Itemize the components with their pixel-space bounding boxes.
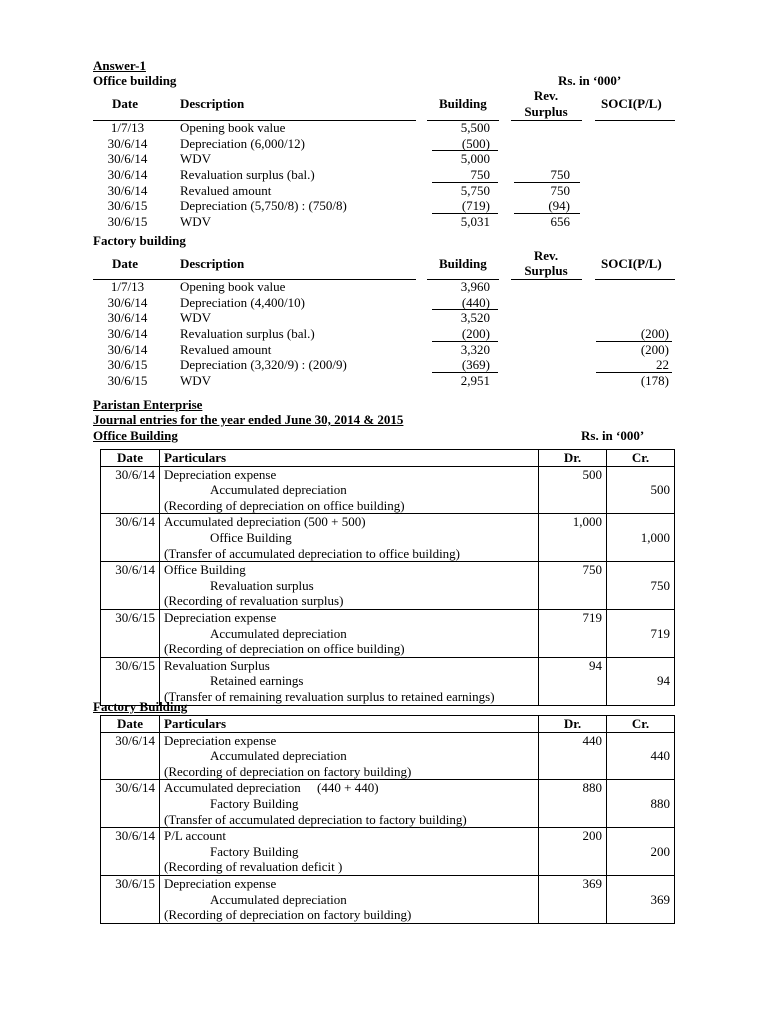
office-ledger: [92, 120, 682, 230]
ledger-description: Revalued amount: [180, 341, 272, 357]
ledger-rev-surplus: 656: [550, 214, 570, 230]
journal-debit-account: Accumulated depreciation (500 + 500): [164, 514, 366, 530]
journal-particulars: [160, 609, 539, 657]
ledger-row: [92, 295, 682, 311]
journal-cr-amount: 440: [650, 748, 670, 764]
ledger-building: 5,000: [460, 151, 490, 167]
journal-cr-amount: 500: [650, 482, 670, 498]
journal-narration: (Recording of depreciation on factory building): [164, 763, 412, 779]
journal-debit-account: Accumulated depreciation (440 + 440): [164, 780, 379, 796]
journal-entry-row: [101, 657, 675, 705]
journal-header-cr: Cr.: [607, 450, 675, 467]
ledger-header-description: Description: [180, 96, 245, 111]
ledger-building: (440): [461, 294, 490, 310]
ledger-soci: (178): [640, 373, 669, 389]
ledger-row: [92, 373, 682, 389]
ledger-header-soci: SOCI(P/L): [601, 96, 662, 111]
ledger-building: 3,520: [460, 310, 490, 326]
ledger-row: [92, 326, 682, 342]
office-journal-table: [100, 449, 675, 706]
ledger-description: Opening book value: [180, 279, 286, 294]
journal-debit-account: P/L account: [164, 828, 226, 844]
ledger-row: [92, 357, 682, 373]
journal-entry-row: [101, 562, 675, 610]
journal-date: 30/6/14: [101, 732, 160, 780]
journal-credit-account: Accumulated depreciation: [210, 891, 347, 907]
ledger-building: 2,951: [460, 373, 490, 389]
journal-dr-amount: 1,000: [572, 514, 602, 530]
ledger-row: [92, 151, 682, 167]
journal-dr-amount: 750: [582, 562, 602, 578]
journal-date: 30/6/15: [101, 609, 160, 657]
ledger-rev-surplus: 750: [550, 167, 570, 183]
journal-date: 30/6/14: [101, 562, 160, 610]
ledger-description: Revaluation surplus (bal.): [180, 326, 315, 342]
journal-credit-account: Accumulated depreciation: [210, 482, 347, 498]
journal-particulars: [160, 466, 539, 514]
ledger-date: 30/6/14: [107, 182, 148, 198]
journal-cr-amount: 200: [650, 843, 670, 859]
journal-entry-row: [101, 466, 675, 514]
journal-credit-account: Accumulated depreciation: [210, 625, 347, 641]
journal-narration: (Recording of depreciation on factory building): [164, 907, 412, 923]
journal-date: 30/6/15: [101, 875, 160, 923]
journal-entry-row: [101, 780, 675, 828]
ledger-row: [92, 167, 682, 183]
journal-particulars: [160, 657, 539, 705]
ledger-date: 30/6/15: [107, 214, 148, 230]
journal-narration: (Recording of depreciation on office building): [164, 497, 405, 513]
journal-dr-amount: 369: [582, 875, 602, 891]
ledger-description: Depreciation (5,750/8) : (750/8): [180, 198, 347, 214]
ledger-rev-surplus: (94): [548, 198, 570, 214]
ledger-building: 5,031: [460, 214, 490, 230]
ledger-building: (369): [461, 357, 490, 373]
journal-header-particulars: Particulars: [160, 450, 539, 467]
journal-particulars: [160, 875, 539, 923]
journal-entry-row: [101, 609, 675, 657]
factory-journal-header-date: Date: [101, 716, 160, 733]
ledger-description: Revaluation surplus (bal.): [180, 167, 315, 183]
ledger-date: 30/6/14: [107, 151, 148, 167]
journal-dr-amount: 94: [589, 657, 602, 673]
journal-credit-account: Accumulated depreciation: [210, 748, 347, 764]
ledger-row: [92, 279, 682, 295]
ledger-description: WDV: [180, 151, 212, 167]
journal-dr-amount: 719: [582, 609, 602, 625]
journal-header-dr: Dr.: [539, 450, 607, 467]
ledger-building: 5,750: [460, 182, 490, 198]
office-section-title: Office Building: [93, 428, 178, 443]
journal-narration: (Transfer of remaining revaluation surplus to retained earnings): [164, 688, 495, 704]
journal-cr-amount: 94: [657, 673, 670, 689]
ledger-date: 1/7/13: [110, 279, 145, 294]
ledger-soci: (200): [640, 326, 669, 342]
journal-cr-amount: 1,000: [640, 529, 670, 545]
journal-debit-account: Office Building: [164, 562, 246, 578]
ledger-soci: (200): [640, 341, 669, 357]
journal-debit-account: Revaluation Surplus: [164, 657, 270, 673]
factory-ledger-header-surplus: Surplus: [524, 263, 568, 278]
journal-dr-amount: 200: [582, 828, 602, 844]
ledger-date: 30/6/14: [107, 310, 148, 326]
ledger-header-date: Date: [112, 96, 138, 111]
journal-narration: (Recording of revaluation surplus): [164, 593, 344, 609]
ledger-building: (200): [461, 326, 490, 342]
ledger-description: Revalued amount: [180, 182, 272, 198]
ledger-description: WDV: [180, 373, 212, 389]
ledger-date: 30/6/15: [107, 357, 148, 373]
journal-cr-amount: 369: [650, 891, 670, 907]
journal-currency-note: Rs. in ‘000’: [581, 428, 645, 443]
journal-credit-account: Factory Building: [210, 843, 299, 859]
ledger-building: 3,320: [460, 341, 490, 357]
office-building-title: Office building: [93, 73, 177, 88]
journal-entry-row: [101, 875, 675, 923]
journal-header-date: Date: [101, 450, 160, 467]
journal-particulars: [160, 780, 539, 828]
journal-entry-row: [101, 514, 675, 562]
ledger-soci: 22: [656, 357, 669, 373]
ledger-header-building: Building: [439, 96, 487, 111]
journal-date: 30/6/15: [101, 657, 160, 705]
journal-debit-account: Depreciation expense: [164, 609, 277, 625]
journal-debit-account: Depreciation expense: [164, 732, 277, 748]
ledger-building: (500): [461, 135, 490, 151]
ledger-description: Opening book value: [180, 120, 286, 135]
journal-debit-account: Depreciation expense: [164, 466, 277, 482]
factory-ledger: [92, 279, 682, 389]
journal-credit-account: Factory Building: [210, 795, 299, 811]
journal-entry-row: [101, 732, 675, 780]
ledger-description: WDV: [180, 214, 212, 230]
journal-particulars: [160, 732, 539, 780]
ledger-row: [92, 342, 682, 358]
factory-building-title: Factory building: [93, 233, 186, 248]
company-name: Paristan Enterprise: [93, 397, 203, 412]
journal-cr-amount: 880: [650, 795, 670, 811]
ledger-row: [92, 120, 682, 136]
journal-cr-amount: 750: [650, 577, 670, 593]
answer-heading: Answer-1: [93, 58, 146, 73]
journal-dr-amount: 500: [582, 466, 602, 482]
ledger-header-surplus: Surplus: [524, 104, 568, 119]
ledger-building: (719): [461, 198, 490, 214]
journal-credit-account: Retained earnings: [210, 673, 304, 689]
journal-date: 30/6/14: [101, 466, 160, 514]
factory-journal-table: [100, 715, 675, 924]
factory-section-title: Factory Building: [93, 699, 188, 714]
journal-cr-amount: 719: [650, 625, 670, 641]
ledger-building: 750: [470, 167, 490, 183]
ledger-row: [92, 214, 682, 230]
factory-ledger-header-date: Date: [112, 256, 138, 271]
ledger-building: 5,500: [460, 120, 490, 135]
factory-ledger-header-building: Building: [439, 256, 487, 271]
journal-narration: (Transfer of accumulated depreciation to factory building): [164, 811, 467, 827]
journal-credit-account: Revaluation surplus: [210, 577, 314, 593]
journal-date: 30/6/14: [101, 828, 160, 876]
currency-note: Rs. in ‘000’: [558, 73, 622, 88]
factory-ledger-header-description: Description: [180, 256, 245, 271]
ledger-date: 30/6/15: [107, 373, 148, 389]
ledger-row: [92, 310, 682, 326]
ledger-building: 3,960: [460, 279, 490, 294]
ledger-row: [92, 183, 682, 199]
ledger-date: 30/6/14: [107, 326, 148, 342]
ledger-date: 30/6/14: [107, 167, 148, 183]
ledger-header-rev: Rev.: [533, 88, 559, 103]
ledger-description: WDV: [180, 310, 212, 326]
ledger-date: 30/6/14: [107, 294, 148, 310]
ledger-date: 30/6/14: [107, 341, 148, 357]
journal-entry-row: [101, 828, 675, 876]
journal-title: Journal entries for the year ended June 30, 2014 & 2015: [93, 412, 404, 427]
ledger-description: Depreciation (3,320/9) : (200/9): [180, 357, 347, 373]
ledger-description: Depreciation (6,000/12): [180, 135, 305, 151]
factory-journal-header-particulars: Particulars: [160, 716, 539, 733]
ledger-description: Depreciation (4,400/10): [180, 294, 305, 310]
ledger-date: 30/6/15: [107, 198, 148, 214]
journal-debit-account: Depreciation expense: [164, 875, 277, 891]
journal-narration: (Recording of depreciation on office building): [164, 641, 405, 657]
journal-date: 30/6/14: [101, 514, 160, 562]
ledger-date: 30/6/14: [107, 135, 148, 151]
ledger-row: [92, 198, 682, 214]
ledger-date: 1/7/13: [110, 120, 145, 135]
journal-dr-amount: 440: [582, 732, 602, 748]
journal-narration: (Recording of revaluation deficit ): [164, 859, 343, 875]
ledger-row: [92, 136, 682, 152]
factory-journal-header-cr: Cr.: [607, 716, 675, 733]
journal-particulars: [160, 828, 539, 876]
journal-dr-amount: 880: [582, 780, 602, 796]
journal-date: 30/6/14: [101, 780, 160, 828]
factory-journal-header-dr: Dr.: [539, 716, 607, 733]
ledger-rev-surplus: 750: [550, 182, 570, 198]
journal-particulars: [160, 514, 539, 562]
journal-credit-account: Office Building: [210, 529, 292, 545]
factory-ledger-header-soci: SOCI(P/L): [601, 256, 662, 271]
journal-narration: (Transfer of accumulated depreciation to office building): [164, 545, 461, 561]
factory-ledger-header-rev: Rev.: [533, 248, 559, 263]
journal-particulars: [160, 562, 539, 610]
